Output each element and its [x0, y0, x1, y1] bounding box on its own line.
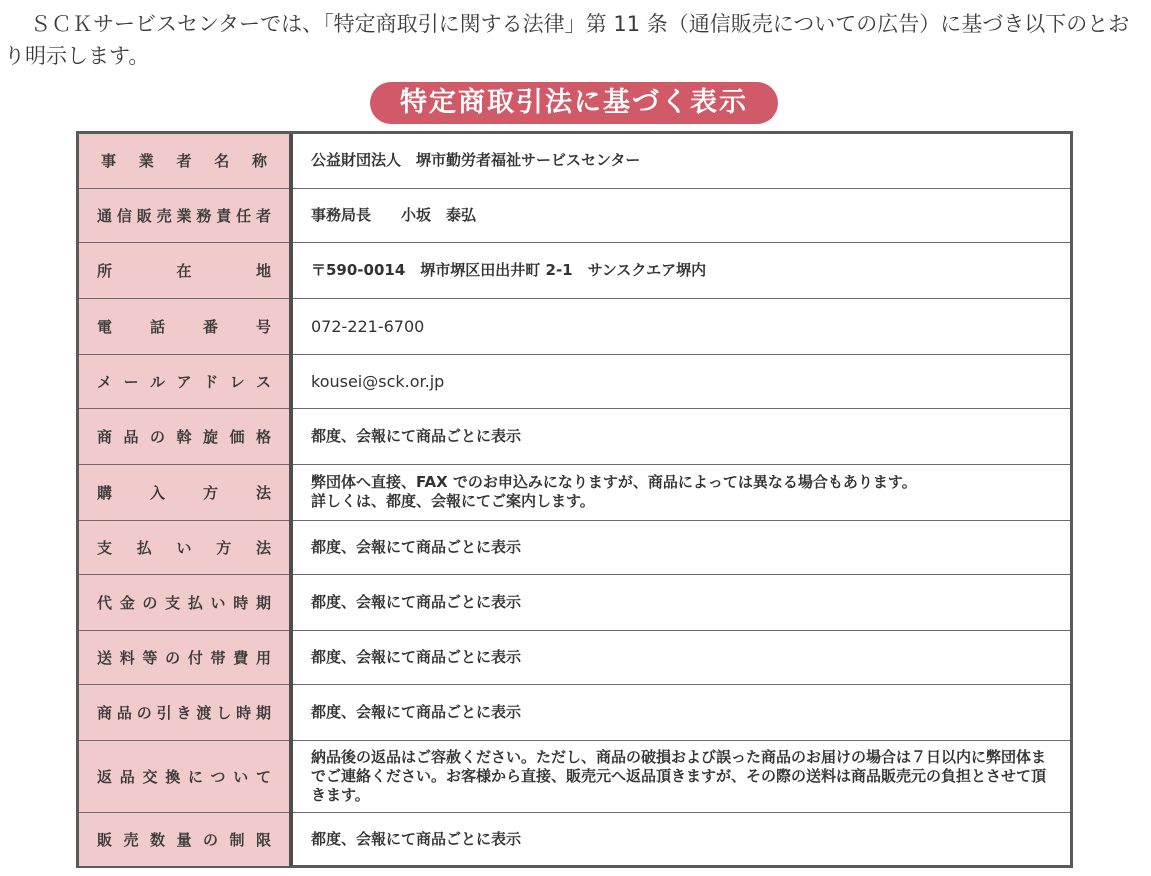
row-value: 072-221-6700	[291, 298, 1070, 354]
row-label-text: メールアドレス	[97, 372, 271, 391]
row-value: 公益財団法人 堺市勤労者福祉サービスセンター	[291, 134, 1070, 188]
table-row	[79, 354, 1070, 408]
table-row	[79, 134, 1070, 188]
row-label	[79, 684, 291, 740]
row-label-text: 商品の引き渡し時期	[97, 703, 271, 722]
row-label-text: 購入方法	[97, 483, 271, 502]
row-label	[79, 574, 291, 630]
row-value: 都度、会報にて商品ごとに表示	[291, 520, 1070, 574]
row-label	[79, 134, 291, 188]
row-label-text: 商品の斡旋価格	[97, 427, 271, 446]
table-row	[79, 298, 1070, 354]
row-label-text: 支払い方法	[97, 538, 271, 557]
table-row	[79, 812, 1070, 866]
row-label-text: 事業者名称	[101, 152, 267, 171]
row-label-text: 送料等の付帯費用	[97, 648, 271, 667]
row-label-text: 代金の支払い時期	[97, 593, 271, 612]
row-label	[79, 354, 291, 408]
table-row	[79, 574, 1070, 630]
table-row	[79, 242, 1070, 298]
row-label	[79, 740, 291, 812]
table-row	[79, 408, 1070, 464]
row-value: 都度、会報にて商品ごとに表示	[291, 574, 1070, 630]
row-value: 〒590-0014 堺市堺区田出井町 2-1 サンスクエア堺内	[291, 242, 1070, 298]
legal-info-table	[76, 131, 1073, 868]
row-value: 都度、会報にて商品ごとに表示	[291, 408, 1070, 464]
row-label	[79, 242, 291, 298]
row-value: 事務局長 小坂 泰弘	[291, 188, 1070, 242]
row-value: 納品後の返品はご容赦ください。ただし、商品の破損および誤った商品のお届けの場合は７日以内に弊団体までご連絡ください。お客様から直接、販売元へ返品頂きますが、その際の送料は商品販売元の負担とさせて頂きます。	[291, 740, 1070, 812]
table-row	[79, 520, 1070, 574]
row-label-text: 電話番号	[97, 317, 271, 336]
row-label	[79, 464, 291, 520]
row-value: 都度、会報にて商品ごとに表示	[291, 630, 1070, 684]
table-row	[79, 684, 1070, 740]
table-row	[79, 630, 1070, 684]
row-label	[79, 812, 291, 866]
row-label-text: 通信販売業務責任者	[97, 206, 271, 225]
row-label	[79, 520, 291, 574]
row-label-text: 返品交換について	[97, 767, 271, 786]
row-label	[79, 408, 291, 464]
row-label	[79, 630, 291, 684]
row-value: 弊団体へ直接、FAX でのお申込みになりますが、商品によっては異なる場合もあります。 詳しくは、都度、会報にてご案内します。	[291, 464, 1070, 520]
row-value: kousei@sck.or.jp	[291, 354, 1070, 408]
row-label-text: 所在地	[97, 261, 271, 280]
intro-text: ＳＣＫサービスセンターでは、「特定商取引に関する法律」第 11 条（通信販売についての広告）に基づき以下のとおり明示します。	[4, 12, 1130, 68]
row-label	[79, 298, 291, 354]
row-label-text: 販売数量の制限	[97, 830, 271, 849]
table-row	[79, 740, 1070, 812]
row-value: 都度、会報にて商品ごとに表示	[311, 829, 522, 848]
section-title-banner: 特定商取引法に基づく表示	[370, 82, 778, 124]
table-row	[79, 188, 1070, 242]
table-row	[79, 464, 1070, 520]
row-value: 都度、会報にて商品ごとに表示	[291, 684, 1070, 740]
row-label	[79, 188, 291, 242]
